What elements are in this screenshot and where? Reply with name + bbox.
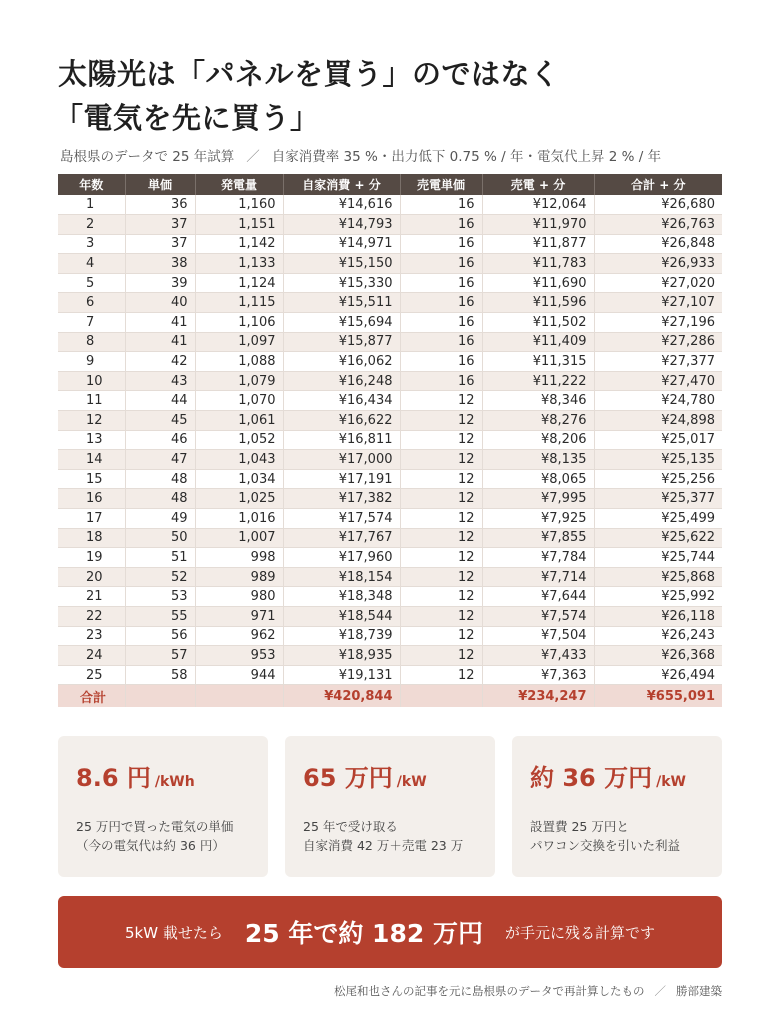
cell-generation: 1,052 bbox=[195, 430, 283, 450]
cell-sales: ¥7,644 bbox=[482, 587, 594, 607]
cell-unit-price: 43 bbox=[125, 371, 195, 391]
cell-sell-price: 12 bbox=[400, 626, 482, 646]
cell-sell-price: 16 bbox=[400, 371, 482, 391]
cell-unit-price: 46 bbox=[125, 430, 195, 450]
card-unit: /kW bbox=[656, 774, 686, 790]
subtitle-left: 島根県のデータで 25 年試算 bbox=[60, 149, 235, 165]
cell-total: ¥27,107 bbox=[594, 293, 722, 313]
cell-sales: ¥7,855 bbox=[482, 528, 594, 548]
cell-total: ¥25,256 bbox=[594, 469, 722, 489]
total-sales: ¥234,247 bbox=[482, 685, 594, 707]
cell-generation: 1,070 bbox=[195, 391, 283, 411]
cell-year: 2 bbox=[58, 215, 125, 235]
cell-self-consumption: ¥15,694 bbox=[283, 313, 400, 333]
cell-sell-price: 12 bbox=[400, 430, 482, 450]
table-header-row bbox=[58, 174, 722, 195]
cell-sell-price: 12 bbox=[400, 548, 482, 568]
cell-unit-price: 39 bbox=[125, 273, 195, 293]
cell-self-consumption: ¥17,960 bbox=[283, 548, 400, 568]
cell-total: ¥27,470 bbox=[594, 371, 722, 391]
cell-generation: 944 bbox=[195, 665, 283, 685]
total-self-consumption: ¥420,844 bbox=[283, 685, 400, 707]
cell-sell-price: 16 bbox=[400, 234, 482, 254]
cell-total: ¥26,368 bbox=[594, 646, 722, 666]
cell-year: 10 bbox=[58, 371, 125, 391]
card-value: 65 万円 bbox=[303, 764, 393, 792]
cell-unit-price: 44 bbox=[125, 391, 195, 411]
table-total-row bbox=[58, 685, 722, 707]
cell-generation: 998 bbox=[195, 548, 283, 568]
cell-year: 11 bbox=[58, 391, 125, 411]
cell-sales: ¥7,925 bbox=[482, 509, 594, 529]
cell-total: ¥26,763 bbox=[594, 215, 722, 235]
table-row bbox=[58, 332, 722, 352]
cell-self-consumption: ¥18,348 bbox=[283, 587, 400, 607]
card-desc-line-1: 25 年で受け取る bbox=[303, 819, 398, 834]
card-value: 約 36 万円 bbox=[530, 764, 653, 792]
cell-sell-price: 12 bbox=[400, 411, 482, 431]
cell-total: ¥24,780 bbox=[594, 391, 722, 411]
cell-total: ¥25,135 bbox=[594, 450, 722, 470]
cell-sales: ¥11,502 bbox=[482, 313, 594, 333]
banner-main: 25 年で約 182 万円 bbox=[244, 919, 483, 948]
table-row bbox=[58, 626, 722, 646]
page-title bbox=[54, 52, 560, 140]
cell-generation: 980 bbox=[195, 587, 283, 607]
cell-unit-price: 56 bbox=[125, 626, 195, 646]
cell-unit-price: 40 bbox=[125, 293, 195, 313]
header-unit-price: 単価 bbox=[125, 174, 195, 195]
cell-self-consumption: ¥14,793 bbox=[283, 215, 400, 235]
cell-self-consumption: ¥18,544 bbox=[283, 606, 400, 626]
banner-post: が手元に残る計算です bbox=[504, 923, 655, 942]
table-row bbox=[58, 606, 722, 626]
cell-generation: 971 bbox=[195, 606, 283, 626]
cell-year: 8 bbox=[58, 332, 125, 352]
cell-generation: 989 bbox=[195, 567, 283, 587]
footer-separator: ／ bbox=[654, 984, 666, 998]
card-profit bbox=[512, 736, 722, 877]
cell-sell-price: 12 bbox=[400, 469, 482, 489]
cell-unit-price: 49 bbox=[125, 509, 195, 529]
cell-self-consumption: ¥17,191 bbox=[283, 469, 400, 489]
cell-self-consumption: ¥15,330 bbox=[283, 273, 400, 293]
cell-year: 4 bbox=[58, 254, 125, 274]
cell-unit-price: 41 bbox=[125, 313, 195, 333]
cell-unit-price: 51 bbox=[125, 548, 195, 568]
card-total-received bbox=[285, 736, 495, 877]
cell-sales: ¥7,995 bbox=[482, 489, 594, 509]
cell-total: ¥26,494 bbox=[594, 665, 722, 685]
header-total: 合計 + 分 bbox=[594, 174, 722, 195]
card-desc-line-1: 設置費 25 万円と bbox=[530, 819, 629, 834]
card-desc-line-2: 自家消費 42 万＋売電 23 万 bbox=[303, 838, 464, 853]
cell-sales: ¥7,433 bbox=[482, 646, 594, 666]
cell-generation: 1,160 bbox=[195, 195, 283, 215]
cell-self-consumption: ¥14,971 bbox=[283, 234, 400, 254]
cell-sales: ¥11,222 bbox=[482, 371, 594, 391]
card-unit: /kWh bbox=[154, 774, 195, 790]
table-row bbox=[58, 313, 722, 333]
cell-unit-price: 36 bbox=[125, 195, 195, 215]
cell-sales: ¥7,574 bbox=[482, 606, 594, 626]
title-line-1: 太陽光は「パネルを買う」のではなく bbox=[58, 57, 560, 91]
table-row bbox=[58, 352, 722, 372]
table-row bbox=[58, 567, 722, 587]
cell-sales: ¥11,877 bbox=[482, 234, 594, 254]
cell-total: ¥25,377 bbox=[594, 489, 722, 509]
cell-sales: ¥11,596 bbox=[482, 293, 594, 313]
cell-year: 15 bbox=[58, 469, 125, 489]
cell-year: 24 bbox=[58, 646, 125, 666]
cell-generation: 1,043 bbox=[195, 450, 283, 470]
cell-total: ¥27,377 bbox=[594, 352, 722, 372]
footer-credit bbox=[334, 983, 722, 999]
cell-year: 23 bbox=[58, 626, 125, 646]
cell-year: 17 bbox=[58, 509, 125, 529]
cell-self-consumption: ¥17,767 bbox=[283, 528, 400, 548]
cell-total: ¥26,933 bbox=[594, 254, 722, 274]
cell-year: 3 bbox=[58, 234, 125, 254]
table-row bbox=[58, 430, 722, 450]
cell-self-consumption: ¥17,000 bbox=[283, 450, 400, 470]
cell-sales: ¥11,315 bbox=[482, 352, 594, 372]
cell-total: ¥27,196 bbox=[594, 313, 722, 333]
cell-self-consumption: ¥17,574 bbox=[283, 509, 400, 529]
footer-source: 松尾和也さんの記事を元に島根県のデータで再計算したもの bbox=[334, 984, 645, 998]
cell-self-consumption: ¥17,382 bbox=[283, 489, 400, 509]
cell-sales: ¥11,409 bbox=[482, 332, 594, 352]
card-desc-line-2: （今の電気代は約 36 円） bbox=[76, 838, 225, 853]
cell-self-consumption: ¥16,622 bbox=[283, 411, 400, 431]
cell-year: 13 bbox=[58, 430, 125, 450]
cell-total: ¥24,898 bbox=[594, 411, 722, 431]
header-year: 年数 bbox=[58, 174, 125, 195]
table-row bbox=[58, 215, 722, 235]
subtitle bbox=[60, 145, 661, 165]
cell-unit-price: 45 bbox=[125, 411, 195, 431]
cell-total: ¥26,848 bbox=[594, 234, 722, 254]
cell-total: ¥26,680 bbox=[594, 195, 722, 215]
cell-unit-price: 37 bbox=[125, 234, 195, 254]
cell-unit-price: 50 bbox=[125, 528, 195, 548]
table-row bbox=[58, 391, 722, 411]
cell-year: 1 bbox=[58, 195, 125, 215]
cell-generation: 1,034 bbox=[195, 469, 283, 489]
cell-generation: 1,106 bbox=[195, 313, 283, 333]
cell-unit-price: 41 bbox=[125, 332, 195, 352]
cell-self-consumption: ¥18,154 bbox=[283, 567, 400, 587]
cell-self-consumption: ¥18,739 bbox=[283, 626, 400, 646]
cell-sales: ¥7,504 bbox=[482, 626, 594, 646]
table-row bbox=[58, 646, 722, 666]
banner-pre: 5kW 載せたら bbox=[125, 923, 223, 942]
cell-unit-price: 47 bbox=[125, 450, 195, 470]
table-row bbox=[58, 665, 722, 685]
cell-generation: 962 bbox=[195, 626, 283, 646]
table-row bbox=[58, 195, 722, 215]
cell-generation: 953 bbox=[195, 646, 283, 666]
subtitle-right: 自家消費率 35 %・出力低下 0.75 % / 年・電気代上昇 2 % / 年 bbox=[271, 149, 662, 165]
cell-year: 25 bbox=[58, 665, 125, 685]
cell-sell-price: 12 bbox=[400, 606, 482, 626]
cell-sell-price: 12 bbox=[400, 489, 482, 509]
table-row bbox=[58, 371, 722, 391]
cell-sell-price: 12 bbox=[400, 509, 482, 529]
cell-year: 19 bbox=[58, 548, 125, 568]
cell-self-consumption: ¥16,434 bbox=[283, 391, 400, 411]
cell-unit-price: 38 bbox=[125, 254, 195, 274]
cell-self-consumption: ¥19,131 bbox=[283, 665, 400, 685]
cell-unit-price: 48 bbox=[125, 469, 195, 489]
footer-company: 勝部建築 bbox=[676, 984, 722, 998]
total-sum: ¥655,091 bbox=[594, 685, 722, 707]
cell-generation: 1,025 bbox=[195, 489, 283, 509]
cell-generation: 1,151 bbox=[195, 215, 283, 235]
cell-year: 14 bbox=[58, 450, 125, 470]
card-desc-line-2: パワコン交換を引いた利益 bbox=[530, 838, 681, 853]
table-row bbox=[58, 411, 722, 431]
cell-unit-price: 48 bbox=[125, 489, 195, 509]
cell-year: 18 bbox=[58, 528, 125, 548]
cell-total: ¥26,118 bbox=[594, 606, 722, 626]
cell-self-consumption: ¥16,248 bbox=[283, 371, 400, 391]
cell-total: ¥25,744 bbox=[594, 548, 722, 568]
cell-generation: 1,079 bbox=[195, 371, 283, 391]
cell-self-consumption: ¥15,877 bbox=[283, 332, 400, 352]
summary-banner bbox=[58, 896, 722, 968]
cell-generation: 1,124 bbox=[195, 273, 283, 293]
cell-sell-price: 16 bbox=[400, 273, 482, 293]
table-row bbox=[58, 469, 722, 489]
cell-year: 12 bbox=[58, 411, 125, 431]
table-row bbox=[58, 509, 722, 529]
cell-year: 9 bbox=[58, 352, 125, 372]
cell-sales: ¥12,064 bbox=[482, 195, 594, 215]
cell-sell-price: 12 bbox=[400, 665, 482, 685]
cell-year: 22 bbox=[58, 606, 125, 626]
cell-sell-price: 12 bbox=[400, 587, 482, 607]
table-row bbox=[58, 587, 722, 607]
cell-sales: ¥7,363 bbox=[482, 665, 594, 685]
cell-sales: ¥7,714 bbox=[482, 567, 594, 587]
cell-self-consumption: ¥18,935 bbox=[283, 646, 400, 666]
cell-sell-price: 12 bbox=[400, 450, 482, 470]
cell-unit-price: 55 bbox=[125, 606, 195, 626]
cell-sales: ¥8,346 bbox=[482, 391, 594, 411]
table-row bbox=[58, 450, 722, 470]
cell-sell-price: 12 bbox=[400, 528, 482, 548]
cell-generation: 1,007 bbox=[195, 528, 283, 548]
cell-year: 7 bbox=[58, 313, 125, 333]
cell-unit-price: 57 bbox=[125, 646, 195, 666]
cell-sales: ¥11,690 bbox=[482, 273, 594, 293]
table-row bbox=[58, 528, 722, 548]
total-label: 合計 bbox=[58, 685, 125, 707]
cell-generation: 1,016 bbox=[195, 509, 283, 529]
cell-year: 16 bbox=[58, 489, 125, 509]
card-unit-cost bbox=[58, 736, 268, 877]
cell-sales: ¥11,783 bbox=[482, 254, 594, 274]
cell-total: ¥27,020 bbox=[594, 273, 722, 293]
cell-sell-price: 12 bbox=[400, 646, 482, 666]
card-unit: /kW bbox=[396, 774, 427, 790]
cell-self-consumption: ¥16,062 bbox=[283, 352, 400, 372]
cell-generation: 1,133 bbox=[195, 254, 283, 274]
header-self-consumption: 自家消費 + 分 bbox=[283, 174, 400, 195]
cell-sell-price: 16 bbox=[400, 332, 482, 352]
cell-sell-price: 16 bbox=[400, 313, 482, 333]
cell-generation: 1,097 bbox=[195, 332, 283, 352]
cell-sales: ¥7,784 bbox=[482, 548, 594, 568]
table-row bbox=[58, 293, 722, 313]
cell-sell-price: 12 bbox=[400, 567, 482, 587]
cell-year: 6 bbox=[58, 293, 125, 313]
cell-self-consumption: ¥15,511 bbox=[283, 293, 400, 313]
cell-sales: ¥8,135 bbox=[482, 450, 594, 470]
cell-sales: ¥11,970 bbox=[482, 215, 594, 235]
cell-sell-price: 12 bbox=[400, 391, 482, 411]
cell-self-consumption: ¥16,811 bbox=[283, 430, 400, 450]
cell-sell-price: 16 bbox=[400, 352, 482, 372]
simulation-table bbox=[58, 174, 722, 707]
cell-generation: 1,142 bbox=[195, 234, 283, 254]
cell-sales: ¥8,065 bbox=[482, 469, 594, 489]
cell-unit-price: 42 bbox=[125, 352, 195, 372]
card-value: 8.6 円 bbox=[76, 764, 151, 792]
cell-year: 5 bbox=[58, 273, 125, 293]
cell-total: ¥27,286 bbox=[594, 332, 722, 352]
cell-total: ¥25,622 bbox=[594, 528, 722, 548]
table-row bbox=[58, 254, 722, 274]
table-row bbox=[58, 234, 722, 254]
cell-self-consumption: ¥15,150 bbox=[283, 254, 400, 274]
cell-total: ¥25,017 bbox=[594, 430, 722, 450]
table-row bbox=[58, 489, 722, 509]
header-generation: 発電量 bbox=[195, 174, 283, 195]
cell-self-consumption: ¥14,616 bbox=[283, 195, 400, 215]
cell-generation: 1,115 bbox=[195, 293, 283, 313]
cell-sales: ¥8,206 bbox=[482, 430, 594, 450]
cell-sell-price: 16 bbox=[400, 293, 482, 313]
cell-total: ¥25,499 bbox=[594, 509, 722, 529]
title-line-2: 「電気を先に買う」 bbox=[54, 101, 320, 135]
cell-sell-price: 16 bbox=[400, 254, 482, 274]
cell-unit-price: 53 bbox=[125, 587, 195, 607]
cell-year: 20 bbox=[58, 567, 125, 587]
cell-unit-price: 37 bbox=[125, 215, 195, 235]
cell-unit-price: 58 bbox=[125, 665, 195, 685]
table-row bbox=[58, 548, 722, 568]
subtitle-separator: ／ bbox=[246, 149, 260, 165]
cell-total: ¥25,868 bbox=[594, 567, 722, 587]
cell-sell-price: 16 bbox=[400, 215, 482, 235]
cell-total: ¥26,243 bbox=[594, 626, 722, 646]
cell-generation: 1,061 bbox=[195, 411, 283, 431]
header-sales: 売電 + 分 bbox=[482, 174, 594, 195]
cell-sell-price: 16 bbox=[400, 195, 482, 215]
card-desc-line-1: 25 万円で買った電気の単価 bbox=[76, 819, 234, 834]
cell-unit-price: 52 bbox=[125, 567, 195, 587]
table-row bbox=[58, 273, 722, 293]
cell-year: 21 bbox=[58, 587, 125, 607]
cell-generation: 1,088 bbox=[195, 352, 283, 372]
header-sell-price: 売電単価 bbox=[400, 174, 482, 195]
cell-total: ¥25,992 bbox=[594, 587, 722, 607]
cell-sales: ¥8,276 bbox=[482, 411, 594, 431]
